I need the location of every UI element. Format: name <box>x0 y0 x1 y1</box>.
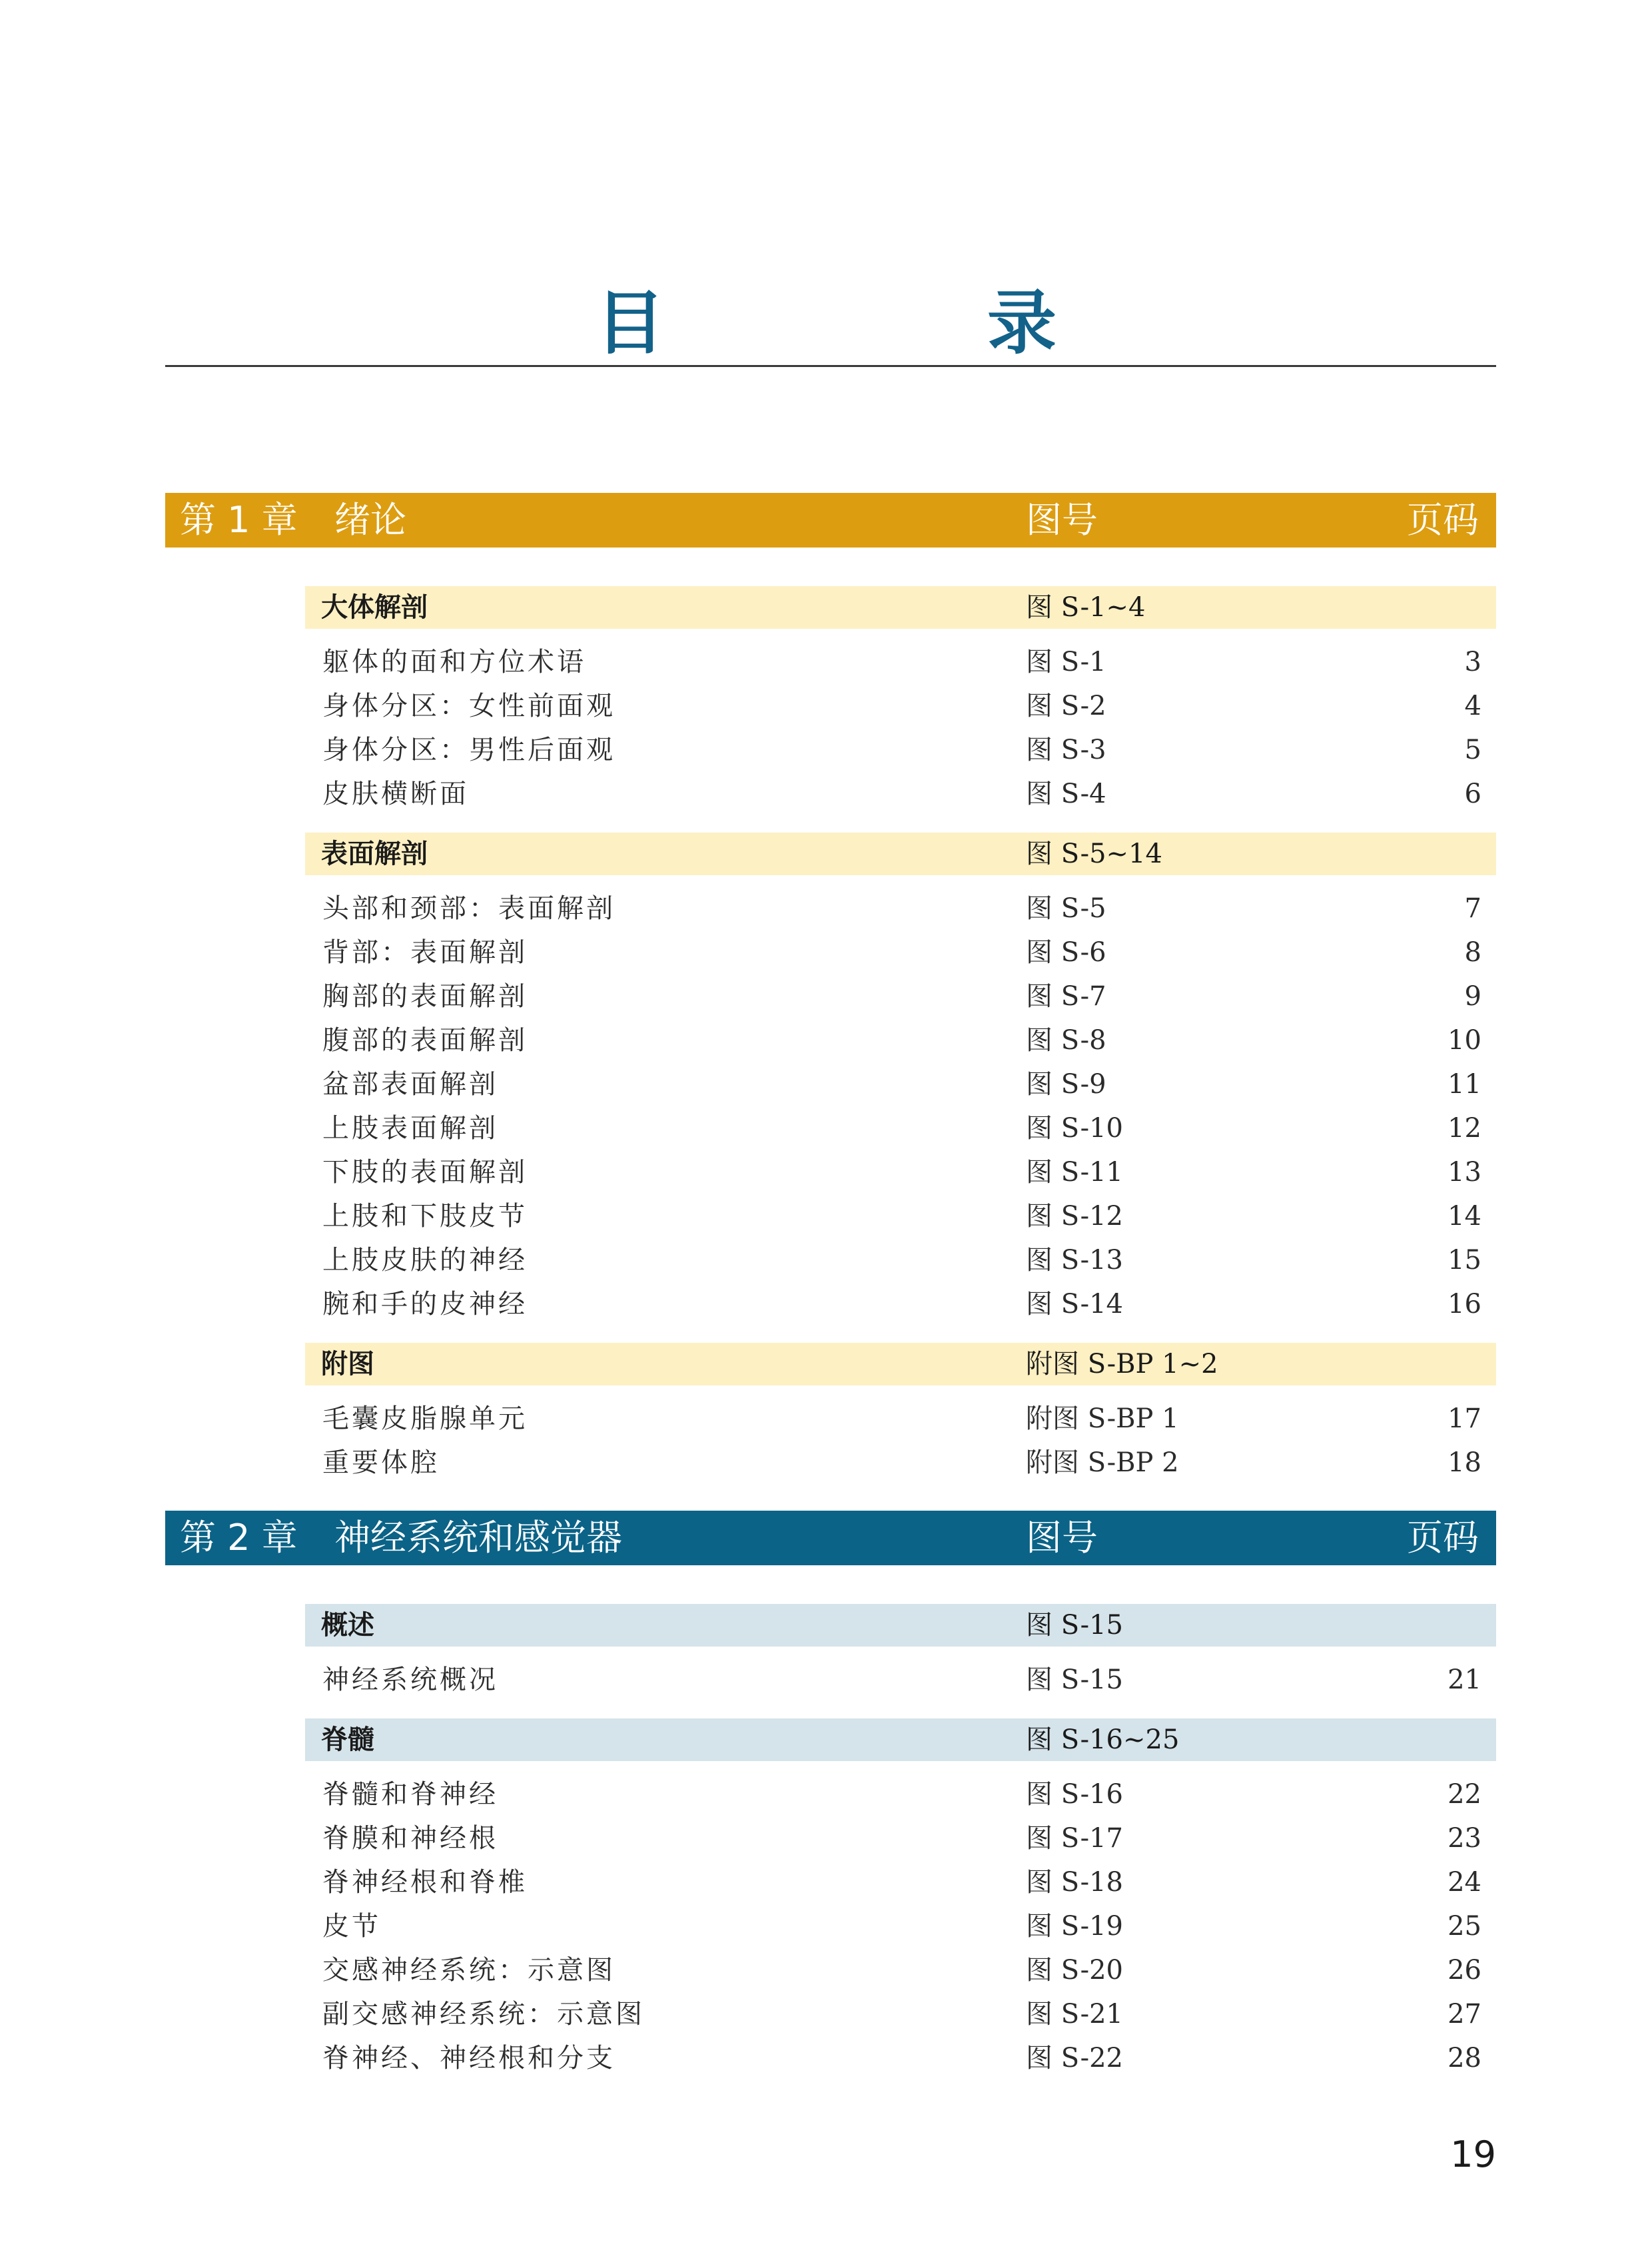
section-title: 大体解剖 <box>321 592 428 623</box>
entry-figure: 图 S-13 <box>1026 1245 1123 1276</box>
chapter-number: 第 1 章 <box>180 499 298 541</box>
entry-title: 躯体的面和方位术语 <box>322 647 586 677</box>
toc-entry <box>305 1949 1496 1992</box>
entry-figure: 图 S-22 <box>1026 2043 1123 2073</box>
section-title: 脊髓 <box>321 1724 374 1755</box>
entry-title: 重要体腔 <box>322 1447 440 1478</box>
chapter-number: 第 2 章 <box>180 1517 298 1559</box>
entry-title: 身体分区：男性后面观 <box>322 735 616 765</box>
entry-page: 18 <box>1447 1447 1481 1478</box>
entry-page: 13 <box>1447 1157 1481 1188</box>
section-figure-range: 图 S-15 <box>1026 1610 1123 1641</box>
entry-page: 17 <box>1447 1403 1481 1434</box>
entry-page: 11 <box>1447 1069 1481 1100</box>
entry-page: 14 <box>1447 1201 1481 1232</box>
entry-page: 21 <box>1447 1665 1481 1695</box>
entry-title: 脊膜和神经根 <box>322 1823 498 1854</box>
section-figure-range: 图 S-16~25 <box>1026 1724 1180 1755</box>
toc-entry <box>305 1397 1496 1440</box>
section-header <box>305 1718 1496 1761</box>
entry-page: 28 <box>1447 2043 1481 2073</box>
toc-entry <box>305 773 1496 815</box>
toc-entry <box>305 1019 1496 1062</box>
toc-entry <box>305 1861 1496 1904</box>
entry-title: 皮节 <box>322 1911 381 1942</box>
entry-figure: 图 S-19 <box>1026 1911 1123 1942</box>
page-title: 目 录 <box>595 282 1183 364</box>
entry-title: 下肢的表面解剖 <box>322 1157 528 1188</box>
entry-page: 12 <box>1447 1113 1481 1144</box>
section-header <box>305 833 1496 875</box>
entry-page: 23 <box>1447 1823 1481 1854</box>
entry-page: 6 <box>1464 779 1481 809</box>
title-divider <box>165 365 1496 367</box>
page-column-header: 页码 <box>1407 499 1479 541</box>
toc-entry <box>305 729 1496 771</box>
entry-figure: 图 S-12 <box>1026 1201 1123 1232</box>
entry-figure: 图 S-5 <box>1026 893 1106 924</box>
entry-page: 15 <box>1447 1245 1481 1276</box>
toc-entry <box>305 1773 1496 1816</box>
entry-title: 头部和颈部：表面解剖 <box>322 893 616 924</box>
entry-title: 交感神经系统：示意图 <box>322 1955 616 1986</box>
entry-title: 盆部表面解剖 <box>322 1069 498 1100</box>
section-title: 表面解剖 <box>321 839 428 869</box>
entry-page: 27 <box>1447 1999 1481 2030</box>
toc-entry <box>305 685 1496 727</box>
toc-entry <box>305 887 1496 930</box>
entry-page: 3 <box>1464 647 1481 677</box>
entry-page: 5 <box>1464 735 1481 765</box>
toc-entry <box>305 641 1496 683</box>
figure-column-header: 图号 <box>1026 499 1098 541</box>
entry-figure: 图 S-3 <box>1026 735 1106 765</box>
section-figure-range: 附图 S-BP 1~2 <box>1026 1349 1218 1379</box>
toc-entry <box>305 1817 1496 1860</box>
entry-title: 腹部的表面解剖 <box>322 1025 528 1056</box>
entry-title: 皮肤横断面 <box>322 779 469 809</box>
toc-entry <box>305 1107 1496 1150</box>
section-figure-range: 图 S-5~14 <box>1026 839 1162 869</box>
entry-page: 10 <box>1447 1025 1481 1056</box>
entry-page: 8 <box>1464 937 1481 968</box>
toc-entry <box>305 1283 1496 1325</box>
entry-page: 22 <box>1447 1779 1481 1810</box>
entry-figure: 图 S-15 <box>1026 1665 1123 1695</box>
entry-figure: 图 S-20 <box>1026 1955 1123 1986</box>
entry-figure: 图 S-11 <box>1026 1157 1123 1188</box>
chapter-header <box>165 1511 1496 1565</box>
section-title: 概述 <box>321 1610 374 1641</box>
chapter-title: 绪论 <box>334 499 406 541</box>
entry-title: 脊神经根和脊椎 <box>322 1867 528 1898</box>
chapter-header <box>165 493 1496 548</box>
entry-figure: 图 S-16 <box>1026 1779 1123 1810</box>
entry-page: 16 <box>1447 1289 1481 1319</box>
entry-page: 24 <box>1447 1867 1481 1898</box>
entry-title: 上肢皮肤的神经 <box>322 1245 528 1276</box>
toc-entry <box>305 975 1496 1018</box>
chapter-title: 神经系统和感觉器 <box>334 1517 622 1559</box>
page-column-header: 页码 <box>1407 1517 1479 1559</box>
section-header <box>305 1343 1496 1385</box>
entry-figure: 图 S-8 <box>1026 1025 1106 1056</box>
entry-figure: 图 S-1 <box>1026 647 1106 677</box>
section-figure-range: 图 S-1~4 <box>1026 592 1146 623</box>
entry-figure: 图 S-17 <box>1026 1823 1123 1854</box>
entry-page: 7 <box>1464 893 1481 924</box>
entry-title: 背部：表面解剖 <box>322 937 528 968</box>
toc-entry <box>305 1063 1496 1106</box>
toc-entry <box>305 931 1496 974</box>
toc-entry <box>305 1905 1496 1948</box>
entry-title: 身体分区：女性前面观 <box>322 691 616 721</box>
entry-title: 毛囊皮脂腺单元 <box>322 1403 528 1434</box>
entry-title: 胸部的表面解剖 <box>322 981 528 1012</box>
entry-figure: 图 S-6 <box>1026 937 1106 968</box>
section-header <box>305 1604 1496 1647</box>
entry-figure: 附图 S-BP 2 <box>1026 1447 1179 1478</box>
toc-entry <box>305 1151 1496 1194</box>
figure-column-header: 图号 <box>1026 1517 1098 1559</box>
entry-page: 9 <box>1464 981 1481 1012</box>
toc-entry <box>305 2037 1496 2079</box>
entry-figure: 图 S-2 <box>1026 691 1106 721</box>
entry-title: 神经系统概况 <box>322 1665 498 1695</box>
entry-title: 上肢表面解剖 <box>322 1113 498 1144</box>
entry-figure: 图 S-18 <box>1026 1867 1123 1898</box>
entry-title: 脊髓和脊神经 <box>322 1779 498 1810</box>
entry-figure: 图 S-14 <box>1026 1289 1123 1319</box>
entry-title: 脊神经、神经根和分支 <box>322 2043 616 2073</box>
page-number: 19 <box>1450 2133 1496 2175</box>
entry-figure: 附图 S-BP 1 <box>1026 1403 1179 1434</box>
entry-title: 腕和手的皮神经 <box>322 1289 528 1319</box>
entry-title: 上肢和下肢皮节 <box>322 1201 528 1232</box>
entry-page: 4 <box>1464 691 1481 721</box>
entry-figure: 图 S-21 <box>1026 1999 1123 2030</box>
entry-page: 26 <box>1447 1955 1481 1986</box>
toc-entry <box>305 1441 1496 1484</box>
entry-figure: 图 S-7 <box>1026 981 1106 1012</box>
entry-figure: 图 S-4 <box>1026 779 1106 809</box>
toc-entry <box>305 1993 1496 2036</box>
toc-entry <box>305 1239 1496 1282</box>
section-title: 附图 <box>321 1349 374 1379</box>
toc-entry <box>305 1195 1496 1238</box>
toc-entry <box>305 1659 1496 1701</box>
entry-figure: 图 S-10 <box>1026 1113 1123 1144</box>
entry-figure: 图 S-9 <box>1026 1069 1106 1100</box>
section-header <box>305 586 1496 629</box>
entry-title: 副交感神经系统：示意图 <box>322 1999 645 2030</box>
entry-page: 25 <box>1447 1911 1481 1942</box>
